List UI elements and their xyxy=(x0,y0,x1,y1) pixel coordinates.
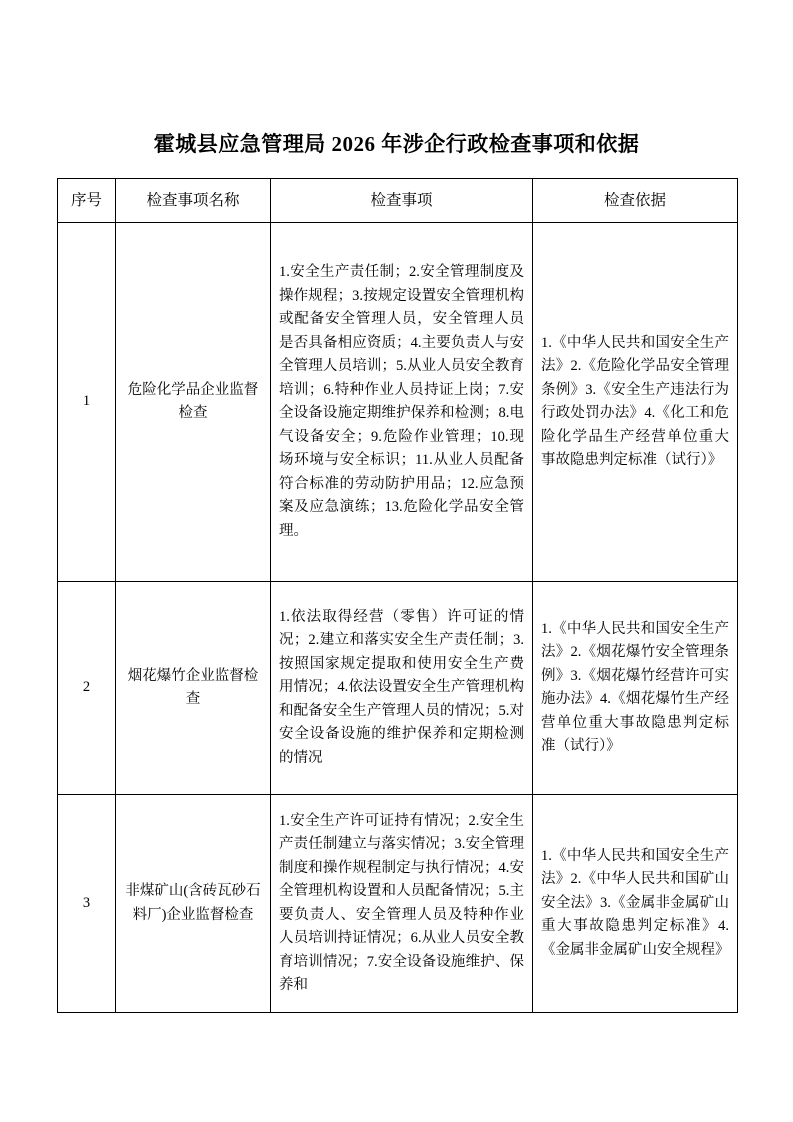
row-number: 2 xyxy=(58,582,116,795)
row-inspection-items: 1.依法取得经营（零售）许可证的情况；2.建立和落实安全生产责任制；3.按照国家规定提取和使用安全生产费用情况；4.依法设置安全生产管理机构和配备安全生产管理人员的情况；5.对安全设备设施的维护保养和定期检测的情况 xyxy=(271,582,533,795)
row-inspection-basis: 1.《中华人民共和国安全生产法》2.《危险化学品安全管理条例》3.《安全生产违法行为行政处罚办法》4.《化工和危险化学品生产经营单位重大事故隐患判定标准（试行）》 xyxy=(533,223,738,582)
row-inspection-basis: 1.《中华人民共和国安全生产法》2.《烟花爆竹安全管理条例》3.《烟花爆竹经营许可实施办法》4.《烟花爆竹生产经营单位重大事故隐患判定标准（试行）》 xyxy=(533,582,738,795)
row-item-name: 非煤矿山(含砖瓦砂石料厂)企业监督检查 xyxy=(116,795,271,1013)
column-header-item: 检查事项 xyxy=(271,179,533,223)
row-number: 3 xyxy=(58,795,116,1013)
row-item-name: 危险化学品企业监督检查 xyxy=(116,223,271,582)
table-row xyxy=(58,582,738,795)
column-header-basis: 检查依据 xyxy=(533,179,738,223)
row-inspection-items: 1.安全生产责任制；2.安全管理制度及操作规程；3.按规定设置安全管理机构或配备安全管理人员，安全管理人员是否具备相应资质；4.主要负责人与安全管理人员培训；5.从业人员安全教育培训；6.特种作业人员持证上岗；7.安全设备设施定期维护保养和检测；8.电气设备安全；9.危险作业管理；10.现场环境与安全标识；11.从业人员配备符合标准的劳动防护用品；12.应急预案及应急演练；13.危险化学品安全管理。 xyxy=(271,223,533,582)
table-header-row xyxy=(58,179,738,223)
inspection-items-table xyxy=(57,178,738,1013)
row-number: 1 xyxy=(58,223,116,582)
table-row xyxy=(58,223,738,582)
column-header-name: 检查事项名称 xyxy=(116,179,271,223)
page-title: 霍城县应急管理局 2026 年涉企行政检查事项和依据 xyxy=(153,132,640,156)
table-row xyxy=(58,795,738,1013)
row-item-name: 烟花爆竹企业监督检查 xyxy=(116,582,271,795)
row-inspection-items: 1.安全生产许可证持有情况；2.安全生产责任制建立与落实情况；3.安全管理制度和操作规程制定与执行情况；4.安全管理机构设置和人员配备情况；5.主要负责人、安全管理人员及特种作业人员培训持证情况；6.从业人员安全教育培训情况；7.安全设备设施维护、保养和 xyxy=(271,795,533,1013)
column-header-no: 序号 xyxy=(58,179,116,223)
row-inspection-basis: 1.《中华人民共和国安全生产法》2.《中华人民共和国矿山安全法》3.《金属非金属矿山重大事故隐患判定标准》4.《金属非金属矿山安全规程》 xyxy=(533,795,738,1013)
